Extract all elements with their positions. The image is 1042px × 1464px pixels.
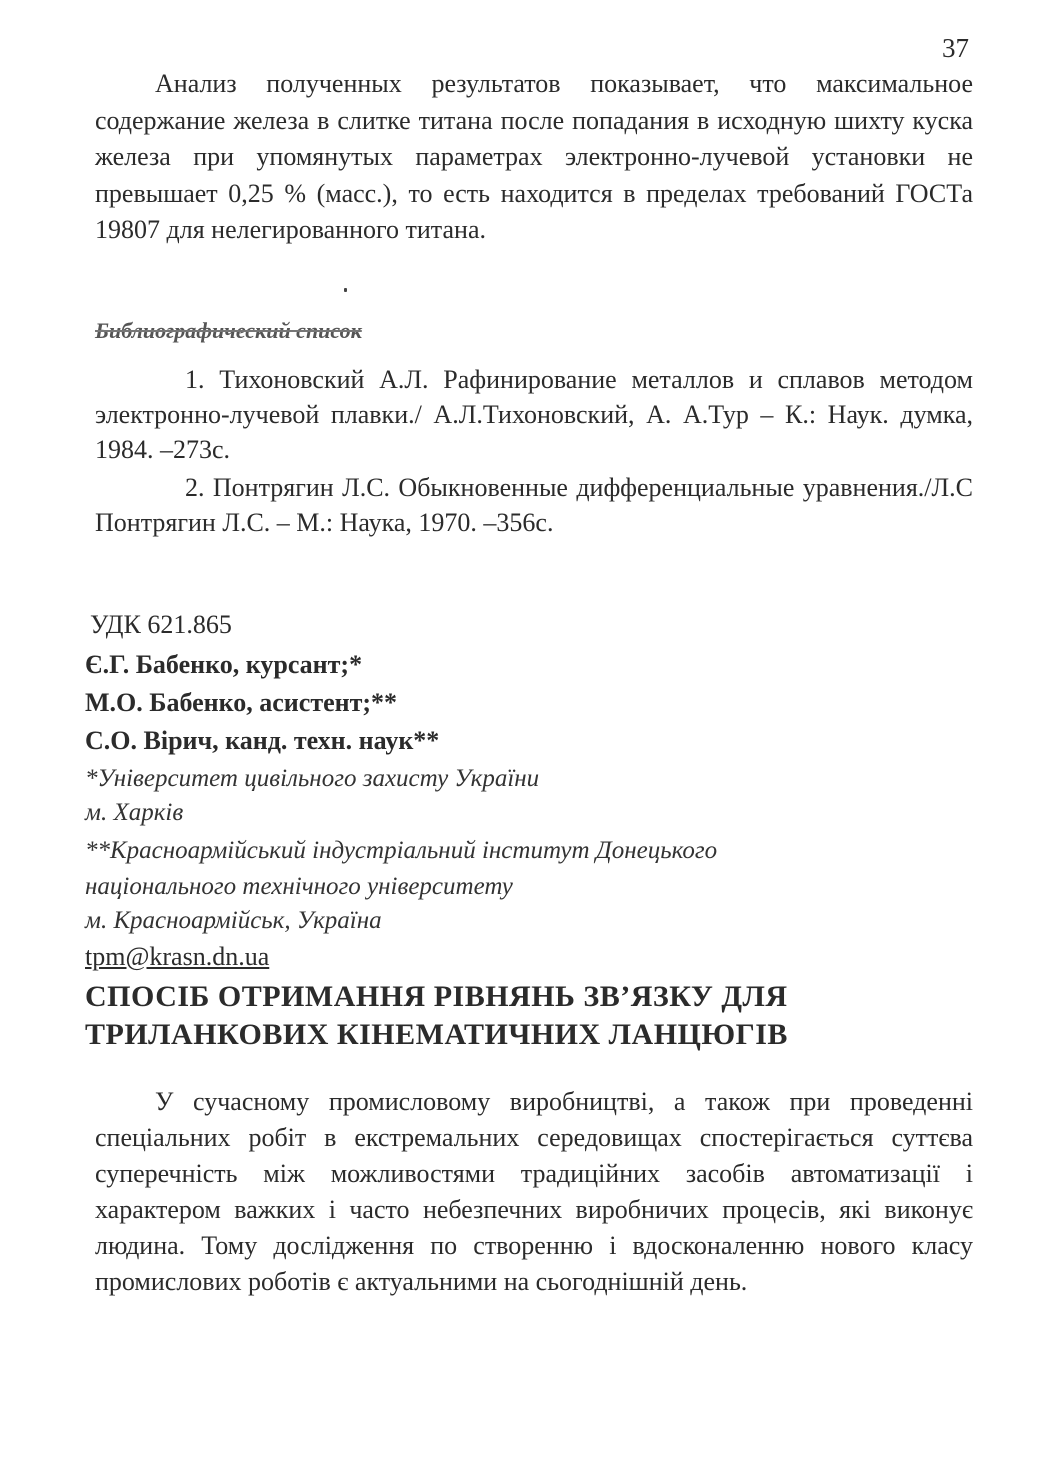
body-paragraph: У сучасному промисловому виробництві, а також при проведенні спеціальних робіт в екстремальних середовищах спостерігається суттєва суперечність між можливостями традиційних засобів автоматизації і характером важких і часто небезпечних виробничих процесів, які виконує людина. Тому дослідження по створенню і вдосконаленню нового класу промислових роботів є актуальними на сьогоднішній день. [95,1087,973,1296]
author-line: Є.Г. Бабенко, курсант;* [85,650,363,679]
author-line: М.О. Бабенко, асистент;** [85,688,398,717]
article-title-line: СПОСІБ ОТРИМАННЯ РІВНЯНЬ ЗВ’ЯЗКУ ДЛЯ [85,980,788,1013]
article-title-line: ТРИЛАНКОВИХ КІНЕМАТИЧНИХ ЛАНЦЮГІВ [85,1018,788,1051]
contact-email[interactable]: tpm@krasn.dn.ua [85,942,270,971]
bibliography-entry: 1. Тихоновский А.Л. Рафинирование металлов и сплавов методом электронно-лучевой плавки./ А.Л.Тихоновский, А. А.Тур – К.: Наук. думка, 1984. –273с. [95,365,973,464]
intro-paragraph: Анализ полученных результатов показывает, что максимальное содержание железа в слитке титана после попадания в исходную шихту куска железа при упомянутых параметрах электронно-лучевой установки не превышает 0,25 % (масс.), то есть находится в пределах требований ГОСТа 19807 для нелегированного титана. [95,69,973,244]
article-title [85,978,788,1054]
scan-speck [344,288,347,292]
page-number: 37 [942,33,969,63]
affiliation-line: *Університет цивільного захисту України [85,765,540,792]
affiliation-line: м. Харків [85,799,184,826]
affiliation-line: м. Красноармійськ, Україна [85,907,382,934]
author-line: С.О. Вірич, канд. техн. наук** [85,726,440,755]
affiliation-line: національного технічного університету [85,873,513,900]
affiliation-line: **Красноармійський індустріальний інститут Донецького [85,837,718,864]
bibliography-heading: Библиографический список [95,318,362,343]
bibliography-entry: 2. Понтрягин Л.С. Обыкновенные дифференциальные уравнения./Л.С Понтрягин Л.С. – М.: Наука, 1970. –356с. [95,473,973,537]
udk-code: УДК 621.865 [90,610,232,639]
